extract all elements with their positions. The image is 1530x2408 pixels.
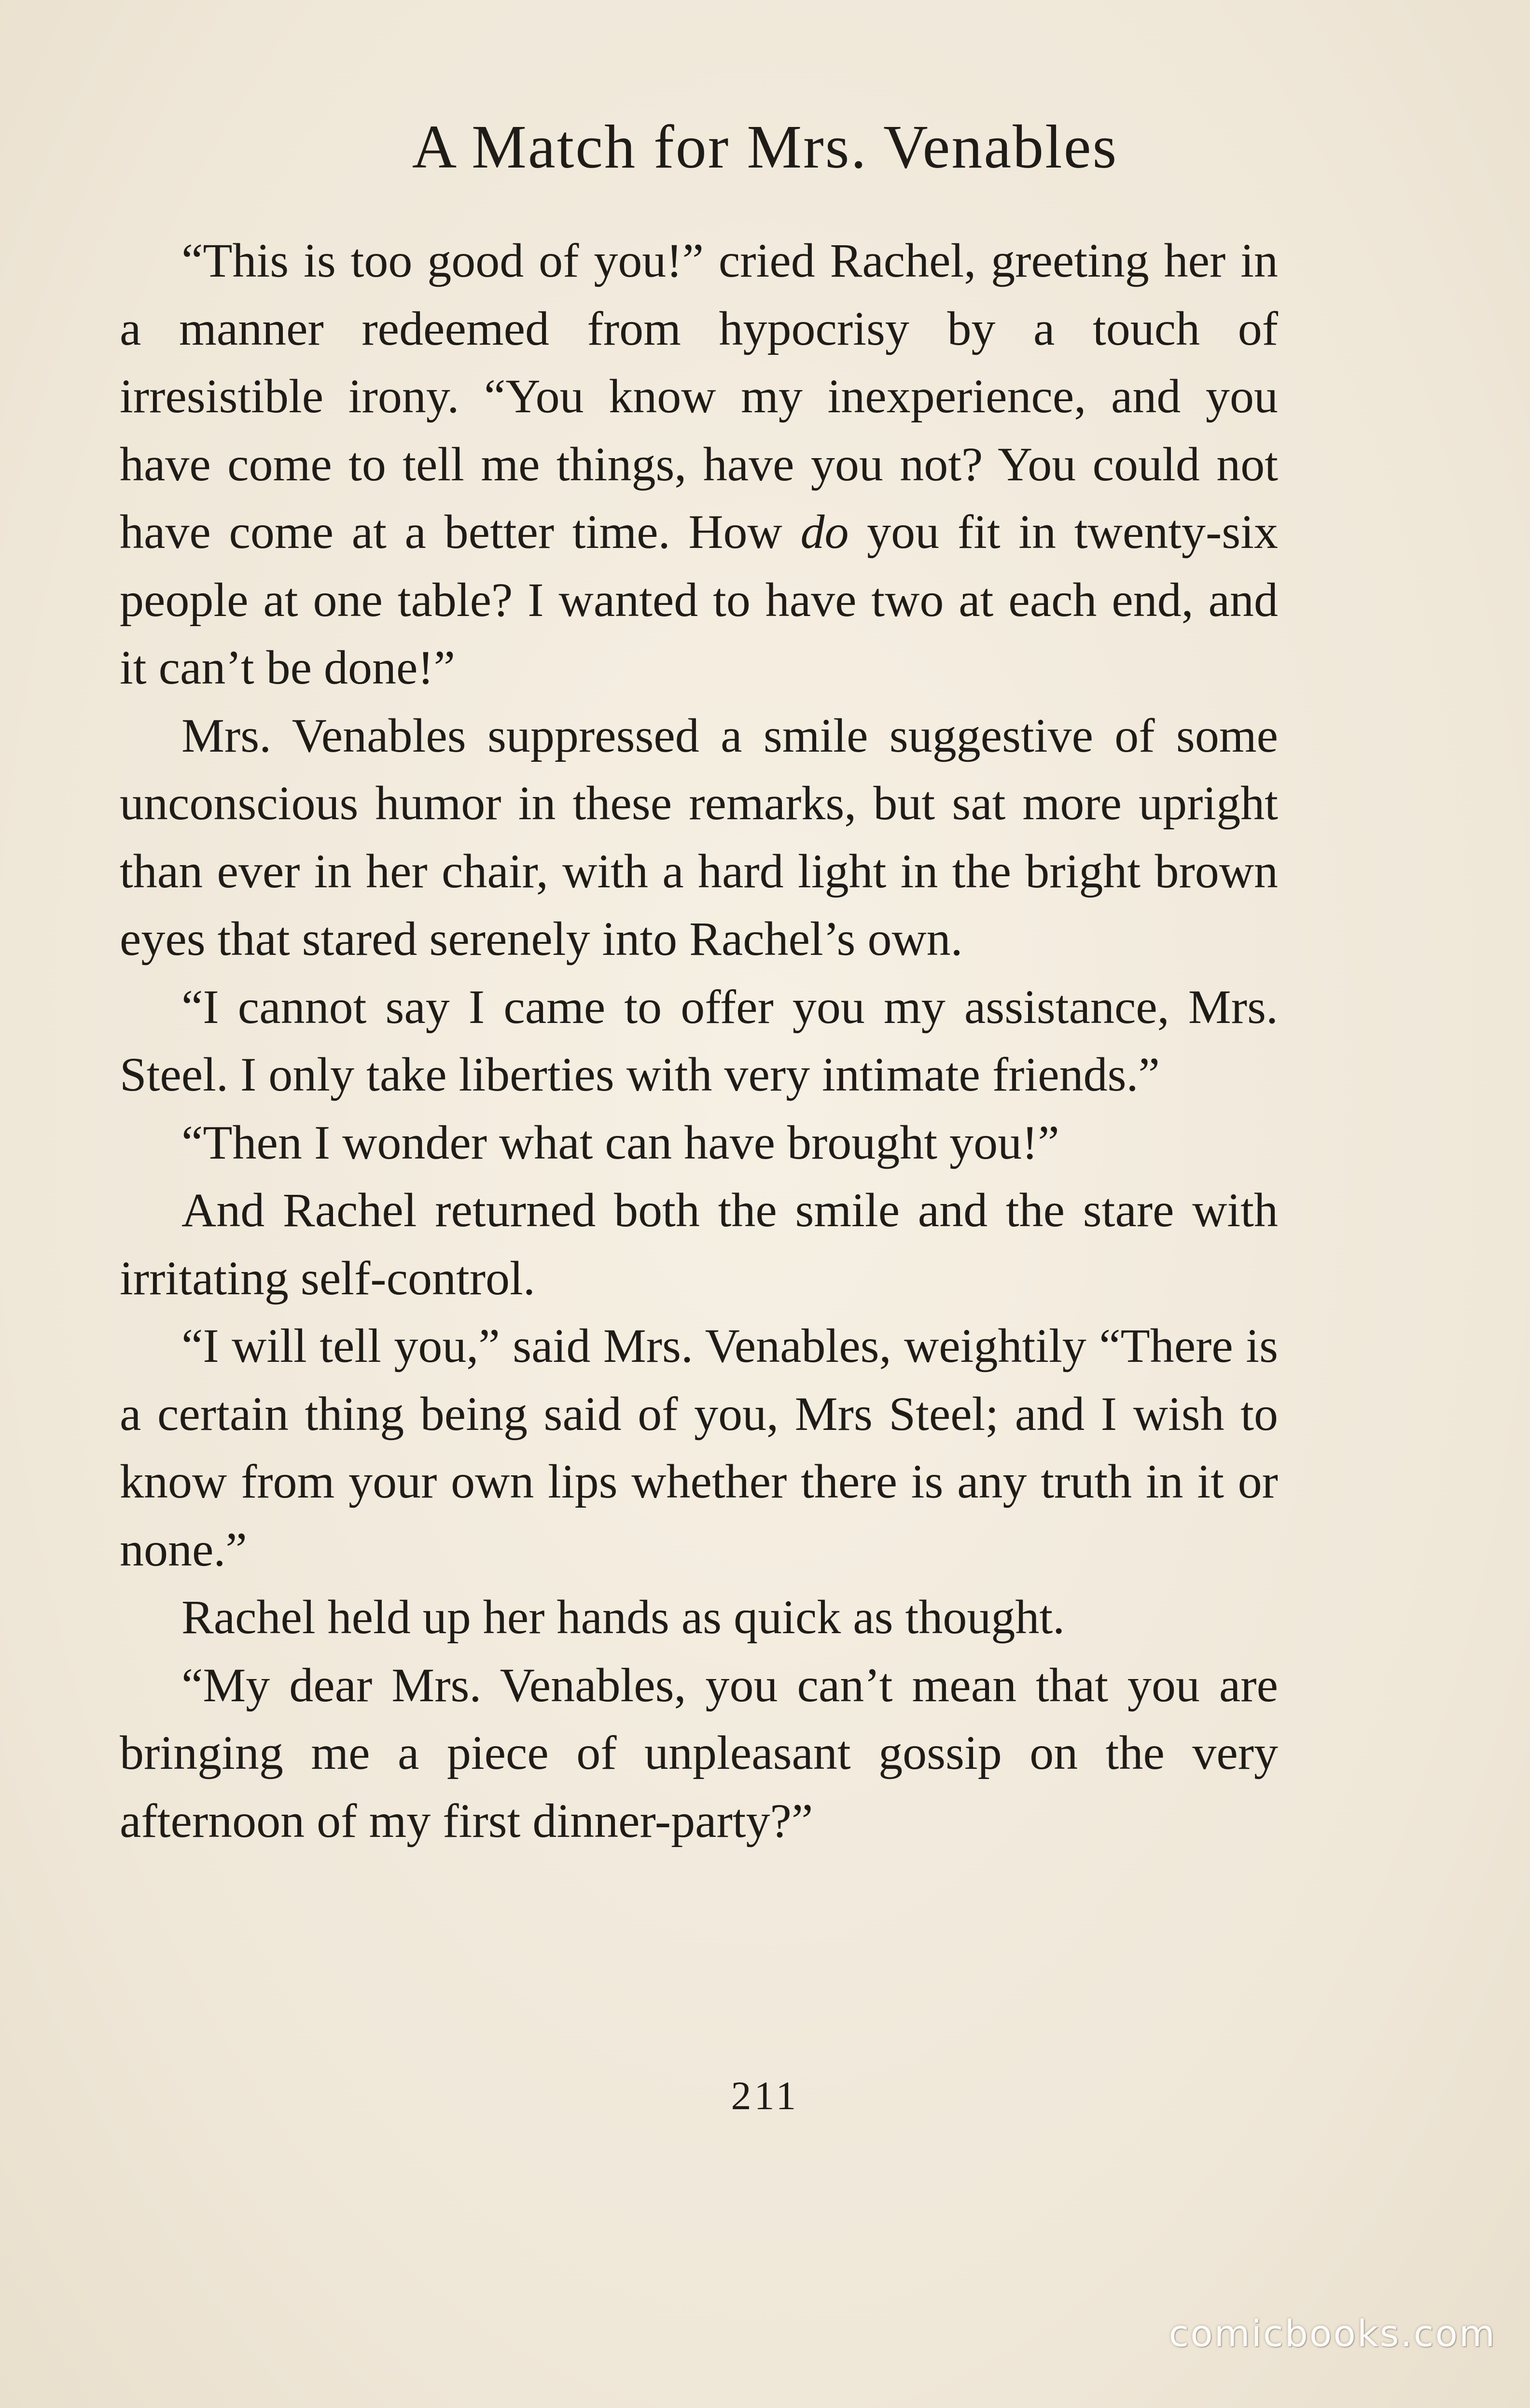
body-text — [120, 227, 1278, 1855]
paragraph-8: “My dear Mrs. Venables, you can’t mean that you are bringing me a piece of unpleasant gossip on the very afternoon of my first dinner-party?” — [120, 1658, 1278, 1848]
paragraph-4: “Then I wonder what can have brought you!” — [181, 1115, 1059, 1169]
paragraph-1-text-b: you fit in twenty-six people at one table? I wanted to have two at each end, and it can’t be done!” — [120, 505, 1278, 694]
running-head: A Match for Mrs. Venables — [412, 112, 1118, 181]
paragraph-3: “I cannot say I came to offer you my assistance, Mrs. Steel. I only take liberties with very intimate friends.” — [120, 980, 1278, 1101]
paragraph-1-emphasis: do — [800, 505, 849, 559]
paragraph-5: And Rachel returned both the smile and the stare with irritating self-control. — [120, 1183, 1278, 1305]
paragraph-1-text-a: “This is too good of you!” cried Rachel, greeting her in a manner redeemed from hypocrisy by a touch of irresistible irony. “You know my inexperience, and you have come to tell me things, have you not? You could not have come at a better time. How — [120, 234, 1278, 559]
paragraph-1 — [120, 227, 1278, 702]
paragraph-7: Rachel held up her hands as quick as thought. — [181, 1590, 1065, 1644]
watermark: comicbooks.com — [1168, 2312, 1496, 2355]
page-number: 211 — [731, 2073, 799, 2118]
paragraph-6: “I will tell you,” said Mrs. Venables, weightily “There is a certain thing being said of you, Mrs Steel; and I wish to know from your own lips whether there is any truth in it or none.” — [120, 1319, 1278, 1576]
paragraph-2: Mrs. Venables suppressed a smile suggestive of some unconscious humor in these remarks, but sat more upright than ever in her chair, with a hard light in the bright brown eyes that stared serenely into Rachel’s own. — [120, 708, 1278, 966]
